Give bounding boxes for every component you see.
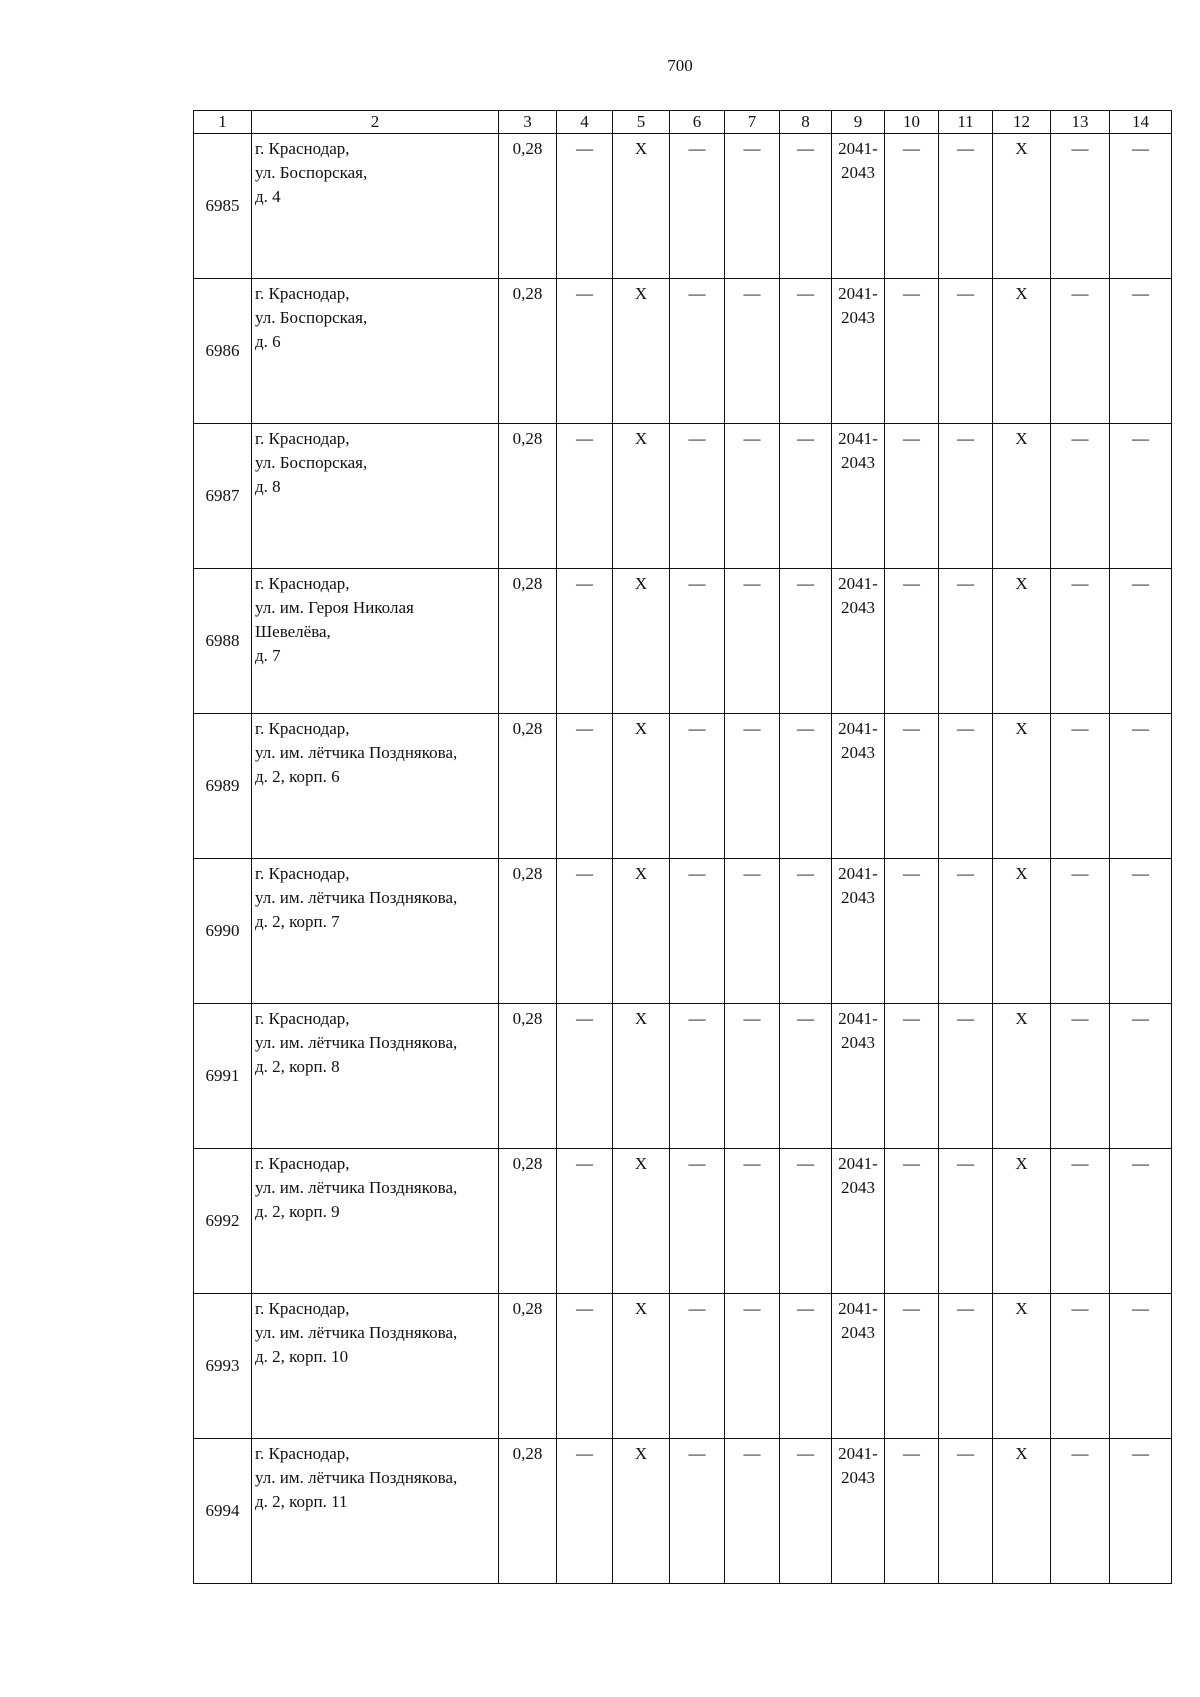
- cell-c14: —: [1110, 424, 1172, 569]
- address-line: ул. им. лётчика Позднякова,: [255, 743, 458, 762]
- period-line: 2043: [841, 1178, 875, 1197]
- row-number: 6985: [194, 134, 252, 279]
- cell-c13: —: [1051, 1004, 1110, 1149]
- cell-c5: X: [613, 1294, 670, 1439]
- address-cell: [252, 134, 499, 279]
- address-line: ул. Боспорская,: [255, 163, 368, 182]
- row-number: 6986: [194, 279, 252, 424]
- cell-c14: —: [1110, 569, 1172, 714]
- cell-c14: —: [1110, 1004, 1172, 1149]
- cell-c5: X: [613, 1439, 670, 1584]
- cell-c6: —: [670, 1149, 725, 1294]
- col-header-13: 13: [1051, 111, 1110, 134]
- table-row: [194, 714, 1172, 859]
- cell-c4: —: [557, 1439, 613, 1584]
- address-cell: [252, 1004, 499, 1149]
- cell-c13: —: [1051, 859, 1110, 1004]
- cell-c10: —: [885, 134, 939, 279]
- address-cell: [252, 424, 499, 569]
- cell-c11: —: [939, 134, 993, 279]
- table-row: [194, 1294, 1172, 1439]
- col-header-10: 10: [885, 111, 939, 134]
- cell-c7: —: [725, 569, 780, 714]
- cell-c13: —: [1051, 134, 1110, 279]
- address-line: ул. им. лётчика Позднякова,: [255, 888, 458, 907]
- cell-c11: —: [939, 859, 993, 1004]
- cell-c10: —: [885, 714, 939, 859]
- address-cell: [252, 1439, 499, 1584]
- period-line: 2043: [841, 743, 875, 762]
- cell-c14: —: [1110, 279, 1172, 424]
- cell-c10: —: [885, 1294, 939, 1439]
- address-line: Шевелёва,: [255, 622, 331, 641]
- cell-c9: [832, 1294, 885, 1439]
- cell-c5: X: [613, 424, 670, 569]
- cell-c13: —: [1051, 1149, 1110, 1294]
- cell-c7: —: [725, 134, 780, 279]
- cell-c8: —: [780, 279, 832, 424]
- table-row: [194, 859, 1172, 1004]
- cell-c12: X: [993, 1149, 1051, 1294]
- address-line: г. Краснодар,: [255, 139, 350, 158]
- cell-c3: 0,28: [499, 424, 557, 569]
- row-number: 6992: [194, 1149, 252, 1294]
- period-line: 2041-: [838, 429, 878, 448]
- address-cell: [252, 279, 499, 424]
- cell-c10: —: [885, 859, 939, 1004]
- cell-c12: X: [993, 1004, 1051, 1149]
- table-row: [194, 424, 1172, 569]
- address-line: д. 2, корп. 7: [255, 912, 340, 931]
- row-number: 6987: [194, 424, 252, 569]
- cell-c3: 0,28: [499, 1004, 557, 1149]
- cell-c8: —: [780, 859, 832, 1004]
- cell-c6: —: [670, 424, 725, 569]
- address-line: г. Краснодар,: [255, 864, 350, 883]
- cell-c11: —: [939, 714, 993, 859]
- cell-c9: [832, 279, 885, 424]
- period-line: 2041-: [838, 1154, 878, 1173]
- cell-c11: —: [939, 1294, 993, 1439]
- cell-c7: —: [725, 714, 780, 859]
- period-line: 2043: [841, 308, 875, 327]
- row-number: 6989: [194, 714, 252, 859]
- cell-c7: —: [725, 1149, 780, 1294]
- cell-c4: —: [557, 279, 613, 424]
- cell-c14: —: [1110, 714, 1172, 859]
- cell-c13: —: [1051, 1294, 1110, 1439]
- address-line: г. Краснодар,: [255, 1299, 350, 1318]
- row-number: 6993: [194, 1294, 252, 1439]
- cell-c7: —: [725, 1439, 780, 1584]
- col-header-1: 1: [194, 111, 252, 134]
- cell-c10: —: [885, 279, 939, 424]
- col-header-9: 9: [832, 111, 885, 134]
- cell-c7: —: [725, 1294, 780, 1439]
- cell-c11: —: [939, 424, 993, 569]
- col-header-7: 7: [725, 111, 780, 134]
- cell-c12: X: [993, 1294, 1051, 1439]
- period-line: 2043: [841, 163, 875, 182]
- row-number: 6988: [194, 569, 252, 714]
- address-line: г. Краснодар,: [255, 719, 350, 738]
- cell-c9: [832, 859, 885, 1004]
- cell-c9: [832, 569, 885, 714]
- col-header-5: 5: [613, 111, 670, 134]
- cell-c6: —: [670, 859, 725, 1004]
- cell-c11: —: [939, 1439, 993, 1584]
- cell-c13: —: [1051, 279, 1110, 424]
- cell-c14: —: [1110, 1149, 1172, 1294]
- period-line: 2043: [841, 453, 875, 472]
- cell-c12: X: [993, 424, 1051, 569]
- period-line: 2041-: [838, 864, 878, 883]
- cell-c8: —: [780, 1294, 832, 1439]
- cell-c14: —: [1110, 1294, 1172, 1439]
- cell-c4: —: [557, 1294, 613, 1439]
- address-line: г. Краснодар,: [255, 1444, 350, 1463]
- period-line: 2043: [841, 598, 875, 617]
- address-line: д. 2, корп. 10: [255, 1347, 349, 1366]
- table-row: [194, 1149, 1172, 1294]
- address-cell: [252, 1294, 499, 1439]
- cell-c4: —: [557, 424, 613, 569]
- cell-c9: [832, 134, 885, 279]
- address-cell: [252, 859, 499, 1004]
- table-row: [194, 1439, 1172, 1584]
- address-line: г. Краснодар,: [255, 429, 350, 448]
- cell-c10: —: [885, 424, 939, 569]
- cell-c8: —: [780, 569, 832, 714]
- row-number: 6994: [194, 1439, 252, 1584]
- register-table: [193, 110, 1172, 1584]
- col-header-11: 11: [939, 111, 993, 134]
- cell-c6: —: [670, 569, 725, 714]
- cell-c4: —: [557, 714, 613, 859]
- cell-c11: —: [939, 1004, 993, 1149]
- cell-c8: —: [780, 1439, 832, 1584]
- cell-c12: X: [993, 279, 1051, 424]
- table-row: [194, 1004, 1172, 1149]
- cell-c6: —: [670, 134, 725, 279]
- cell-c6: —: [670, 1004, 725, 1149]
- cell-c4: —: [557, 569, 613, 714]
- cell-c13: —: [1051, 569, 1110, 714]
- address-line: г. Краснодар,: [255, 1009, 350, 1028]
- period-line: 2043: [841, 1323, 875, 1342]
- address-line: ул. Боспорская,: [255, 453, 368, 472]
- address-line: ул. им. лётчика Позднякова,: [255, 1033, 458, 1052]
- cell-c5: X: [613, 134, 670, 279]
- address-line: д. 6: [255, 332, 281, 351]
- period-line: 2041-: [838, 139, 878, 158]
- cell-c5: X: [613, 714, 670, 859]
- cell-c12: X: [993, 1439, 1051, 1584]
- cell-c7: —: [725, 1004, 780, 1149]
- address-cell: [252, 1149, 499, 1294]
- address-line: г. Краснодар,: [255, 574, 350, 593]
- cell-c8: —: [780, 714, 832, 859]
- address-line: д. 4: [255, 187, 281, 206]
- cell-c6: —: [670, 714, 725, 859]
- cell-c8: —: [780, 134, 832, 279]
- cell-c9: [832, 714, 885, 859]
- address-line: д. 8: [255, 477, 281, 496]
- cell-c8: —: [780, 1004, 832, 1149]
- cell-c12: X: [993, 859, 1051, 1004]
- header-row: [194, 111, 1172, 134]
- row-number: 6990: [194, 859, 252, 1004]
- cell-c4: —: [557, 134, 613, 279]
- address-line: ул. им. лётчика Позднякова,: [255, 1468, 458, 1487]
- address-line: д. 2, корп. 11: [255, 1492, 348, 1511]
- cell-c10: —: [885, 1004, 939, 1149]
- cell-c5: X: [613, 1004, 670, 1149]
- cell-c11: —: [939, 569, 993, 714]
- period-line: 2041-: [838, 1299, 878, 1318]
- cell-c9: [832, 1004, 885, 1149]
- cell-c10: —: [885, 569, 939, 714]
- table-row: [194, 134, 1172, 279]
- cell-c13: —: [1051, 1439, 1110, 1584]
- col-header-3: 3: [499, 111, 557, 134]
- cell-c10: —: [885, 1439, 939, 1584]
- cell-c5: X: [613, 279, 670, 424]
- address-line: г. Краснодар,: [255, 1154, 350, 1173]
- period-line: 2043: [841, 1468, 875, 1487]
- cell-c4: —: [557, 859, 613, 1004]
- cell-c3: 0,28: [499, 714, 557, 859]
- address-line: д. 2, корп. 6: [255, 767, 340, 786]
- cell-c3: 0,28: [499, 279, 557, 424]
- period-line: 2041-: [838, 1444, 878, 1463]
- cell-c12: X: [993, 134, 1051, 279]
- period-line: 2041-: [838, 719, 878, 738]
- cell-c14: —: [1110, 859, 1172, 1004]
- address-cell: [252, 714, 499, 859]
- cell-c11: —: [939, 279, 993, 424]
- col-header-4: 4: [557, 111, 613, 134]
- cell-c9: [832, 1149, 885, 1294]
- period-line: 2041-: [838, 574, 878, 593]
- cell-c10: —: [885, 1149, 939, 1294]
- cell-c6: —: [670, 1439, 725, 1584]
- cell-c7: —: [725, 859, 780, 1004]
- cell-c4: —: [557, 1149, 613, 1294]
- cell-c3: 0,28: [499, 1149, 557, 1294]
- period-line: 2041-: [838, 1009, 878, 1028]
- cell-c13: —: [1051, 714, 1110, 859]
- cell-c14: —: [1110, 134, 1172, 279]
- address-line: ул. им. Героя Николая: [255, 598, 414, 617]
- address-line: д. 2, корп. 8: [255, 1057, 340, 1076]
- cell-c9: [832, 1439, 885, 1584]
- address-cell: [252, 569, 499, 714]
- address-line: д. 2, корп. 9: [255, 1202, 340, 1221]
- cell-c8: —: [780, 1149, 832, 1294]
- cell-c3: 0,28: [499, 1439, 557, 1584]
- address-line: ул. им. лётчика Позднякова,: [255, 1323, 458, 1342]
- period-line: 2043: [841, 888, 875, 907]
- cell-c12: X: [993, 714, 1051, 859]
- cell-c6: —: [670, 279, 725, 424]
- table-row: [194, 569, 1172, 714]
- cell-c5: X: [613, 1149, 670, 1294]
- cell-c13: —: [1051, 424, 1110, 569]
- address-line: д. 7: [255, 646, 281, 665]
- col-header-12: 12: [993, 111, 1051, 134]
- cell-c3: 0,28: [499, 1294, 557, 1439]
- table-row: [194, 279, 1172, 424]
- cell-c6: —: [670, 1294, 725, 1439]
- cell-c4: —: [557, 1004, 613, 1149]
- page-number: 700: [667, 56, 693, 75]
- cell-c9: [832, 424, 885, 569]
- col-header-14: 14: [1110, 111, 1172, 134]
- col-header-8: 8: [780, 111, 832, 134]
- cell-c7: —: [725, 279, 780, 424]
- cell-c3: 0,28: [499, 134, 557, 279]
- cell-c8: —: [780, 424, 832, 569]
- period-line: 2043: [841, 1033, 875, 1052]
- cell-c5: X: [613, 569, 670, 714]
- cell-c14: —: [1110, 1439, 1172, 1584]
- col-header-6: 6: [670, 111, 725, 134]
- address-line: ул. им. лётчика Позднякова,: [255, 1178, 458, 1197]
- cell-c12: X: [993, 569, 1051, 714]
- row-number: 6991: [194, 1004, 252, 1149]
- period-line: 2041-: [838, 284, 878, 303]
- address-line: ул. Боспорская,: [255, 308, 368, 327]
- col-header-2: 2: [252, 111, 499, 134]
- cell-c3: 0,28: [499, 569, 557, 714]
- cell-c11: —: [939, 1149, 993, 1294]
- cell-c3: 0,28: [499, 859, 557, 1004]
- cell-c5: X: [613, 859, 670, 1004]
- cell-c7: —: [725, 424, 780, 569]
- address-line: г. Краснодар,: [255, 284, 350, 303]
